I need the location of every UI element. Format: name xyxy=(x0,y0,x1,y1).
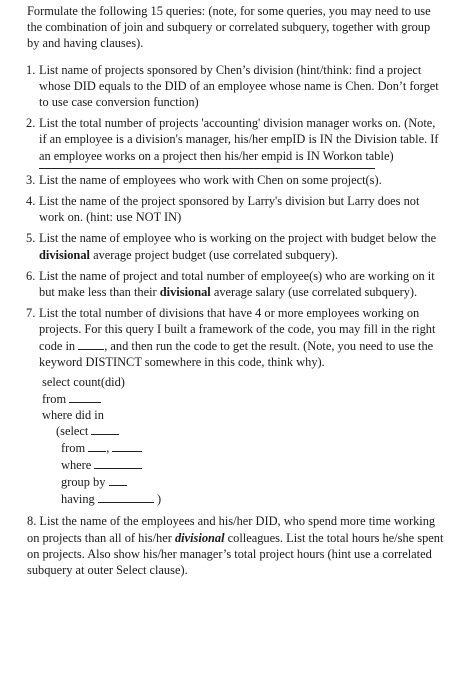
fill-in-blank xyxy=(109,474,127,486)
code-text: having xyxy=(61,491,95,506)
fill-in-blank xyxy=(88,440,106,452)
underline-rule xyxy=(39,168,375,169)
text-segment: average project budget (use correlated subquery). xyxy=(89,247,339,262)
intro-paragraph: Formulate the following 15 queries: (note, for some queries, you may need to use the combination of join and subquery or correlated subquery, together with group by and having clauses). xyxy=(27,4,431,51)
question-text: List the name of employees who work with Chen on some project(s). xyxy=(39,172,382,187)
question-7 xyxy=(27,305,445,370)
question-number: 4. xyxy=(26,194,36,209)
code-line xyxy=(42,440,445,457)
text-segment: , and then run the code to get the result. (Note, you need to use the keyword DISTINCT somewhere in this code, think why). xyxy=(39,338,434,369)
text-segment: List the name of project and total number of employee(s) who are working on it but make less than their xyxy=(39,268,435,300)
question-4 xyxy=(27,193,445,225)
bold-italic-term: divisional xyxy=(174,530,225,545)
question-5 xyxy=(27,230,445,262)
code-text: group by xyxy=(61,474,106,489)
code-text: from xyxy=(61,441,86,456)
code-line xyxy=(42,408,445,424)
question-text: List name of projects sponsored by Chen’s division (hint/think: find a project whose DID equals to the DID of an employee whose name is Chen. Don’t forget to use case conversion function) xyxy=(39,62,439,110)
question-text xyxy=(39,269,435,299)
bold-term: divisional xyxy=(159,285,211,300)
bold-term: divisional xyxy=(39,247,90,262)
code-text: ) xyxy=(156,491,162,506)
code-text: (select xyxy=(56,424,89,439)
code-text: select count(did) xyxy=(42,375,125,390)
fill-in-blank xyxy=(69,391,101,403)
question-text xyxy=(39,306,435,369)
text-segment: colleagues. List the total hours he/she spent on projects. Also show his/her manager’s total project hours (hint use a correlated subquery at outer Select clause). xyxy=(27,530,444,578)
question-text: List the total number of projects 'accounting' division manager works on. (Note, if an employee is a division's manager, his/her empID is IN the Division table. If an employee works on a project then his/her empid is IN Workon table) xyxy=(39,116,439,163)
question-2 xyxy=(27,115,445,164)
question-number: 6. xyxy=(26,268,36,283)
code-text: from xyxy=(42,391,67,406)
code-line xyxy=(42,491,445,508)
code-line xyxy=(42,423,445,440)
question-3 xyxy=(27,172,445,188)
question-text: List the name of the project sponsored by Larry's division but Larry does not work on. (hint: use NOT IN) xyxy=(39,194,420,225)
fill-in-blank xyxy=(94,457,142,469)
code-line xyxy=(42,457,445,474)
text-segment: average salary (use correlated subquery). xyxy=(210,285,418,300)
code-text: where did in xyxy=(42,407,104,422)
question-8 xyxy=(27,513,445,578)
code-line xyxy=(42,474,445,491)
code-line xyxy=(42,391,445,408)
code-text: where xyxy=(61,458,92,473)
question-number: 1. xyxy=(26,62,36,77)
text-segment: List the total number of divisions that have 4 or more employees working on projects. For this query I built a framework of the code, you may fill in the right code in xyxy=(39,306,436,353)
code-text: , xyxy=(106,441,110,456)
code-line xyxy=(42,375,445,391)
question-number: 7. xyxy=(26,306,36,321)
text-segment: List the name of the employees and his/her DID, who spend more time working on projects than all of his/her xyxy=(27,514,436,545)
question-1 xyxy=(27,62,445,111)
question-number: 8. xyxy=(27,514,37,529)
question-text xyxy=(39,231,436,261)
fill-in-blank xyxy=(78,338,104,350)
fill-in-blank xyxy=(91,423,119,435)
text-segment: List the name of employee who is working on the project with budget below the xyxy=(39,231,437,246)
question-number: 3. xyxy=(26,172,36,187)
question-6 xyxy=(27,268,445,300)
code-framework xyxy=(42,375,445,507)
fill-in-blank xyxy=(98,491,154,503)
question-number: 5. xyxy=(26,231,36,246)
question-text xyxy=(27,514,443,577)
fill-in-blank xyxy=(112,440,142,452)
question-number: 2. xyxy=(26,116,36,131)
